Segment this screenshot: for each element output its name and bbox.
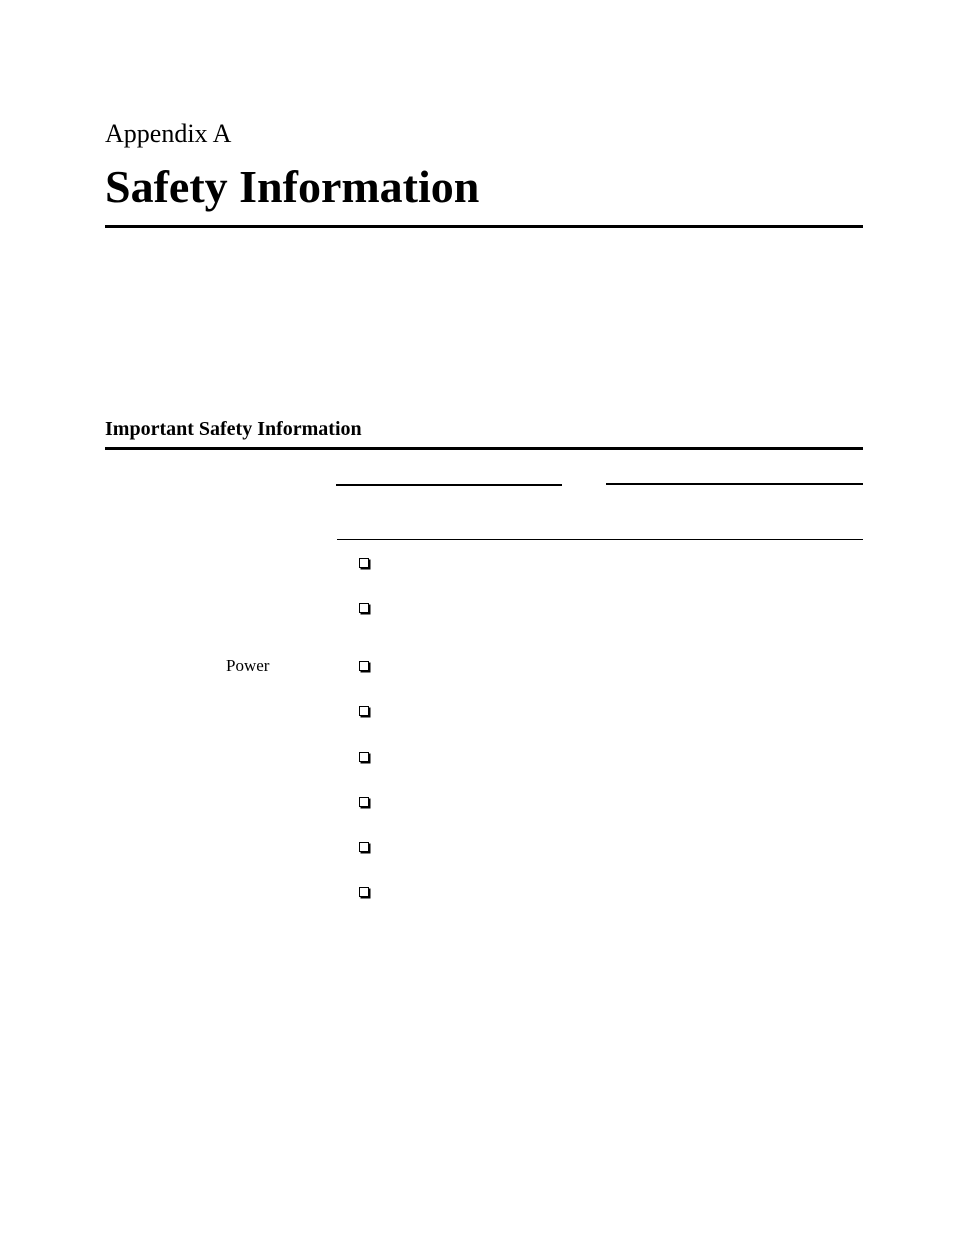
table-header-rule-right [606,483,863,485]
table-header-rule-left [336,484,562,486]
chapter-title: Safety Information [105,161,480,212]
appendix-label: Appendix A [105,119,232,148]
checkbox-icon[interactable] [359,887,369,897]
checkbox-icon[interactable] [359,706,369,716]
checkbox-icon[interactable] [359,752,369,762]
title-rule [105,225,863,228]
section-rule [105,447,863,450]
table-divider-rule [337,539,863,540]
checkbox-icon[interactable] [359,603,369,613]
checkbox-icon[interactable] [359,797,369,807]
checkbox-icon[interactable] [359,842,369,852]
checkbox-icon[interactable] [359,558,369,568]
section-heading: Important Safety Information [105,418,362,440]
power-label: Power [226,656,270,675]
checkbox-icon[interactable] [359,661,369,671]
